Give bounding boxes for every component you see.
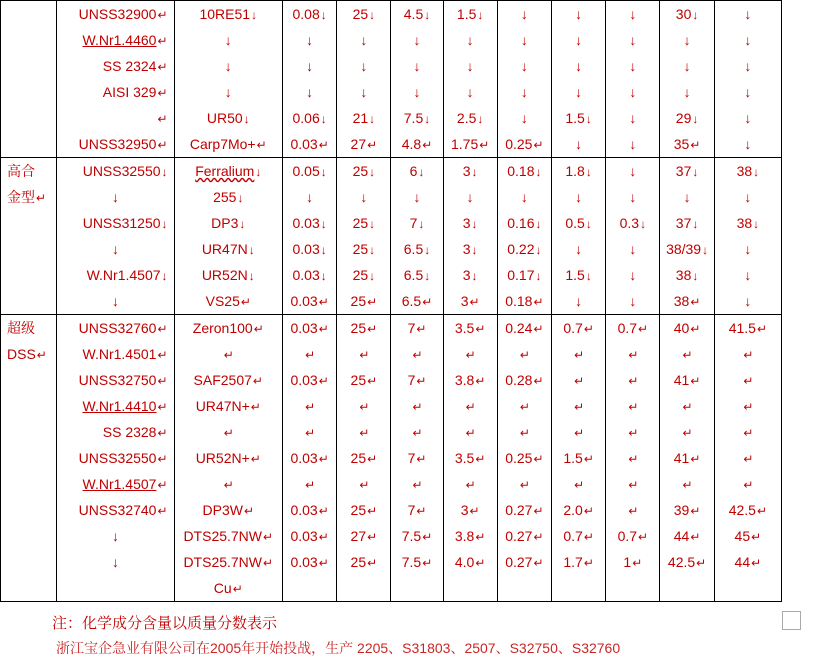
value: 0.06: [292, 110, 320, 126]
value: UR52N: [201, 267, 248, 283]
value: ↓: [629, 32, 637, 48]
value: ↓: [111, 554, 119, 570]
cell-mo-2: 3↓ ↓ 3↓ 3↓ 3↓ 3↵: [443, 158, 497, 315]
footer-text-partial: 浙江宝企急业有限公司在2005年开始投战，生产 2205、S31803、2507、S32750、S32760: [56, 640, 621, 656]
value: ↓: [629, 58, 637, 74]
value: 0.03: [290, 450, 318, 466]
value: 3: [462, 267, 471, 283]
value: 25: [350, 372, 367, 388]
value: UNSS32550: [82, 163, 161, 179]
value: 6.5: [403, 241, 424, 257]
value: 0.03: [292, 241, 320, 257]
value: UNSS32750: [78, 372, 157, 388]
value: 0.27: [505, 502, 533, 518]
value: 42.5: [667, 554, 696, 570]
value: UR47N+: [195, 398, 250, 414]
value: 37: [675, 163, 692, 179]
value: ↓: [111, 241, 119, 257]
value: 0.3: [619, 215, 640, 231]
value: ↓: [744, 136, 752, 152]
value: 0.25: [505, 450, 533, 466]
value: ↓: [683, 58, 691, 74]
value: ↓: [744, 241, 752, 257]
value: 44: [673, 528, 690, 544]
value: W.Nr1.4507: [86, 267, 161, 283]
value: 38: [675, 267, 692, 283]
value: ↓: [520, 58, 528, 74]
value: ↓: [360, 84, 368, 100]
value: 2.0: [563, 502, 583, 518]
value: ↓: [413, 189, 421, 205]
group-label-cell-2: 高合 金型↵: [1, 158, 57, 315]
value-underlined: W.Nr1.4410: [82, 398, 157, 414]
cell-c-3: 0.03↵ ↵ 0.03↵ ↵ ↵ 0.03↵ ↵ 0.03↵ 0.03↵ 0.03↵: [283, 315, 337, 602]
table-body: [1, 1, 782, 602]
value: ↓: [629, 136, 637, 152]
value: ↓: [306, 58, 314, 74]
value: UNSS32900: [78, 6, 157, 22]
value: ↓: [744, 267, 752, 283]
value-underlined: W.Nr1.4507: [82, 476, 157, 492]
value: 0.03: [290, 293, 318, 309]
cell-n-2: 0.18↓ ↓ 0.16↓ 0.22↓ 0.17↓ 0.18↵: [497, 158, 551, 315]
value: 7: [407, 450, 416, 466]
value: SS 2324: [102, 58, 157, 74]
value: 6.5: [403, 267, 424, 283]
page-marker-box[interactable]: [782, 611, 801, 630]
value: UNSS31250: [82, 215, 161, 231]
value: ↓: [575, 58, 583, 74]
value: 25: [352, 215, 369, 231]
table-row: [1, 315, 782, 602]
value: 30: [675, 6, 692, 22]
value: 3.5: [454, 450, 475, 466]
value: 7: [407, 372, 416, 388]
value: ↓: [629, 163, 637, 179]
cell-ni-1: 4.5↓ ↓ ↓ ↓ 7.5↓ 4.8↵: [391, 1, 443, 158]
value: SAF2507: [193, 372, 252, 388]
value: 3.5: [454, 320, 475, 336]
cell-cr-3: 25↵ ↵ 25↵ ↵ ↵ 25↵ ↵ 25↵ 27↵ 25↵: [337, 315, 391, 602]
value: 1.5: [565, 110, 585, 126]
cell-c-2: 0.05↓ ↓ 0.03↓ 0.03↓ 0.03↓ 0.03↵: [283, 158, 337, 315]
value: ↓: [629, 293, 637, 309]
value: Cu: [213, 580, 232, 596]
cell-cr-2: 25↓ ↓ 25↓ 25↓ 25↓ 25↵: [337, 158, 391, 315]
value: 1.7: [563, 554, 583, 570]
value: 38: [673, 293, 690, 309]
value: 41.5: [728, 320, 756, 336]
value: Zeron100: [192, 320, 253, 336]
value: ↓: [224, 32, 232, 48]
value: Carp7Mo+: [189, 136, 256, 152]
value: 7.5: [401, 528, 422, 544]
value: ↓: [744, 6, 752, 22]
value: 38/39: [666, 241, 702, 257]
value: ↓: [629, 84, 637, 100]
value: 0.22: [507, 241, 535, 257]
value: ↓: [520, 189, 528, 205]
value: 7.5: [401, 554, 422, 570]
value: 0.28: [505, 372, 533, 388]
cell-uns-2: UNSS32550↓ ↓ UNSS31250↓ ↓ W.Nr1.4507↓ ↓: [57, 158, 174, 315]
value: 29: [675, 110, 692, 126]
cell-pren2-1: [714, 1, 781, 158]
cell-cr-1: 25↓ ↓ ↓ ↓ 21↓ 27↵: [337, 1, 391, 158]
value: ↓: [466, 189, 474, 205]
value: 25: [352, 267, 369, 283]
value: UR50: [206, 110, 243, 126]
cell-uns-1: UNSS32900↵ W.Nr1.4460↵ SS 2324↵ AISI 329↵ ↵ UNSS32950↵: [57, 1, 174, 158]
value: 25: [352, 241, 369, 257]
cell-pren2-2: 38↓ ↓ 38↓ ↓ ↓ ↓: [714, 158, 781, 315]
value: 41: [673, 450, 690, 466]
value: 0.24: [505, 320, 533, 336]
value: 0.03: [292, 267, 320, 283]
value: DTS25.7NW: [183, 528, 263, 544]
value: ↓: [466, 32, 474, 48]
value: UNSS32740: [78, 502, 157, 518]
value: 38: [736, 215, 753, 231]
value: 38: [736, 163, 753, 179]
value: ↓: [224, 58, 232, 74]
value: 0.7: [617, 528, 638, 544]
value: 27: [350, 528, 367, 544]
cell-mo-3: 3.5↵ ↵ 3.8↵ ↵ ↵ 3.5↵ ↵ 3↵ 3.8↵ 4.0↵: [443, 315, 497, 602]
value: ↓: [520, 110, 528, 126]
cell-pren1-1: 30↓ ↓ ↓ ↓ 29↓ 35↵: [660, 1, 714, 158]
value: ↓: [413, 58, 421, 74]
value: ↓: [629, 267, 637, 283]
value: 0.7: [563, 320, 583, 336]
value: 0.03: [290, 528, 318, 544]
value: ↓: [111, 293, 119, 309]
value: 25: [350, 293, 367, 309]
value: ↓: [360, 58, 368, 74]
value: ↓: [629, 110, 637, 126]
cell-w-3: 0.7↵ ↵ ↵ ↵ ↵ ↵ ↵ ↵ 0.7↵ 1↵: [606, 315, 660, 602]
group-label-line: 金型: [7, 189, 35, 205]
value: UNSS32950: [78, 136, 157, 152]
value-underlined: W.Nr1.4460: [82, 32, 157, 48]
value: 7: [409, 215, 418, 231]
value: 1.75: [450, 136, 479, 152]
value: ↓: [683, 32, 691, 48]
value: 6: [409, 163, 418, 179]
group-label-cell-1: [1, 1, 57, 158]
value: VS25: [205, 293, 240, 309]
value: ↓: [575, 241, 583, 257]
value: 4.0: [454, 554, 475, 570]
value: ↓: [683, 84, 691, 100]
value: 1.5: [456, 6, 477, 22]
value: UNSS32550: [78, 450, 157, 466]
value: ↓: [744, 293, 752, 309]
value: 42.5: [728, 502, 756, 518]
group-label-line: 高合: [7, 163, 35, 179]
value: ↓: [629, 189, 637, 205]
value: 3: [462, 241, 471, 257]
value: AISI 329: [102, 84, 157, 100]
table-row: [1, 1, 782, 158]
value: UR47N: [201, 241, 248, 257]
value: ↓: [466, 84, 474, 100]
group-label-line: 超级: [7, 320, 35, 336]
value: ↓: [744, 84, 752, 100]
value: 10RE51: [199, 6, 251, 22]
value: 25: [352, 163, 369, 179]
value: 27: [350, 136, 367, 152]
value: 21: [352, 110, 369, 126]
value: W.Nr1.4501: [82, 346, 157, 362]
cell-cu-3: 0.7↵ ↵ ↵ ↵ ↵ 1.5↵ ↵ 2.0↵ 0.7↵ 1.7↵: [552, 315, 606, 602]
value: 7: [407, 502, 416, 518]
value: 0.03: [292, 215, 320, 231]
value: 0.18: [507, 163, 535, 179]
value: 0.03: [290, 372, 318, 388]
value: ↓: [575, 6, 583, 22]
value: 35: [673, 136, 690, 152]
value: UR52N+: [195, 450, 250, 466]
value: ↓: [306, 189, 314, 205]
value: 255: [213, 189, 237, 205]
value: ↓: [306, 84, 314, 100]
value-wavy: Ferralium: [195, 163, 255, 179]
value: 0.7: [617, 320, 638, 336]
value: 4.5: [403, 6, 424, 22]
value: 0.25: [505, 136, 533, 152]
cell-w-2: ↓ ↓ 0.3↓ ↓ ↓ ↓: [606, 158, 660, 315]
value: ↓: [629, 6, 637, 22]
value: ↓: [224, 84, 232, 100]
value: 0.27: [505, 554, 533, 570]
value: ↓: [744, 58, 752, 74]
value: ↓: [629, 241, 637, 257]
cell-n-1: ↓ ↓ ↓ ↓ ↓ 0.25↵: [497, 1, 551, 158]
value: 1.5: [565, 267, 585, 283]
value: ↓: [111, 189, 119, 205]
value: ↓: [111, 528, 119, 544]
value: 25: [350, 502, 367, 518]
cell-brand-1: 10RE51↓ ↓ ↓ ↓ UR50↓ Carp7Mo+↵: [174, 1, 282, 158]
value: 25: [352, 6, 369, 22]
cell-w-1: [606, 1, 660, 158]
value: 7: [407, 320, 416, 336]
value: 25: [350, 320, 367, 336]
table-row: [1, 158, 782, 315]
value: 6.5: [401, 293, 422, 309]
cell-mo-1: 1.5↓ ↓ ↓ ↓ 2.5↓ 1.75↵: [443, 1, 497, 158]
value: 1.5: [563, 450, 583, 466]
value: 0.03: [290, 554, 318, 570]
value: ↓: [306, 32, 314, 48]
value: 44: [734, 554, 751, 570]
value: 3: [460, 293, 469, 309]
value: 0.03: [290, 502, 318, 518]
value: ↓: [683, 189, 691, 205]
cell-brand-3: Zeron100↵ ↵ SAF2507↵ UR47N+↵ ↵ UR52N+↵ ↵ DP3W↵ DTS25.7NW↵ DTS25.7NW↵ Cu↵: [174, 315, 282, 602]
value: ↓: [360, 32, 368, 48]
value: ↓: [575, 32, 583, 48]
value: 25: [350, 450, 367, 466]
value: 41: [673, 372, 690, 388]
value: ↓: [575, 189, 583, 205]
table-note: 注：化学成分含量以质量分数表示: [52, 615, 278, 632]
value: ↓: [520, 32, 528, 48]
value: 0.18: [505, 293, 533, 309]
value: UNSS32760: [78, 320, 157, 336]
value: 3: [462, 215, 471, 231]
group-label-cell-3: 超级 DSS↵: [1, 315, 57, 602]
value: 45: [734, 528, 751, 544]
value: 3.8: [454, 528, 475, 544]
value: 0.27: [505, 528, 533, 544]
value: 40: [673, 320, 690, 336]
value: ↓: [744, 110, 752, 126]
value: ↓: [520, 6, 528, 22]
value: DTS25.7NW: [183, 554, 263, 570]
value: 0.03: [290, 320, 318, 336]
value: ↓: [575, 136, 583, 152]
value: 0.5: [565, 215, 585, 231]
value: 0.16: [507, 215, 535, 231]
value: 1: [623, 554, 632, 570]
value: 3: [460, 502, 469, 518]
value: DP3W: [202, 502, 243, 518]
value: 37: [675, 215, 692, 231]
value: ↓: [360, 189, 368, 205]
cell-brand-2: Ferralium↓ 255↓ DP3↓ UR47N↓ UR52N↓ VS25↵: [174, 158, 282, 315]
value: 7.5: [403, 110, 424, 126]
value: 3: [462, 163, 471, 179]
value: 1.8: [565, 163, 585, 179]
value: 0.05: [292, 163, 320, 179]
value: ↓: [744, 189, 752, 205]
cell-c-1: 0.08↓ ↓ ↓ ↓ 0.06↓ 0.03↵: [283, 1, 337, 158]
value: ↓: [575, 293, 583, 309]
value: 2.5: [456, 110, 477, 126]
value: ↓: [520, 84, 528, 100]
value: ↓: [575, 84, 583, 100]
cell-pren1-3: 40↵ ↵ 41↵ ↵ ↵ 41↵ ↵ 39↵ 44↵ 42.5↵: [660, 315, 714, 602]
cell-cu-1: ↓ ↓ ↓ ↓ 1.5↓ ↓: [552, 1, 606, 158]
value: SS 2328: [102, 424, 157, 440]
cell-pren2-3: 41.5↵ ↵ ↵ ↵ ↵ ↵ ↵ 42.5↵ 45↵ 44↵: [714, 315, 781, 602]
cell-uns-3: UNSS32760↵ W.Nr1.4501↵ UNSS32750↵ W.Nr1.4410↵ SS 2328↵ UNSS32550↵ W.Nr1.4507↵ UNSS32740↵ ↓ ↓: [57, 315, 174, 602]
value: 0.7: [563, 528, 583, 544]
cell-cu-2: 1.8↓ ↓ 0.5↓ ↓ 1.5↓ ↓: [552, 158, 606, 315]
cell-pren1-2: 37↓ ↓ 37↓ 38/39↓ 38↓ 38↵: [660, 158, 714, 315]
group-label-line: DSS: [7, 346, 36, 362]
value: 0.08: [292, 6, 320, 22]
value: ↓: [413, 32, 421, 48]
value: DP3: [211, 215, 239, 231]
cell-n-3: 0.24↵ ↵ 0.28↵ ↵ ↵ 0.25↵ ↵ 0.27↵ 0.27↵ 0.27↵: [497, 315, 551, 602]
value: 3.8: [454, 372, 475, 388]
cell-ni-3: 7↵ ↵ 7↵ ↵ ↵ 7↵ ↵ 7↵ 7.5↵ 7.5↵: [391, 315, 443, 602]
value: ↓: [744, 32, 752, 48]
cell-ni-2: 6↓ ↓ 7↓ 6.5↓ 6.5↓ 6.5↵: [391, 158, 443, 315]
value: 39: [673, 502, 690, 518]
value: 4.8: [401, 136, 422, 152]
value: 0.03: [290, 136, 318, 152]
value: ↓: [413, 84, 421, 100]
value: ↓: [466, 58, 474, 74]
value: 25: [350, 554, 367, 570]
value: 0.17: [507, 267, 535, 283]
